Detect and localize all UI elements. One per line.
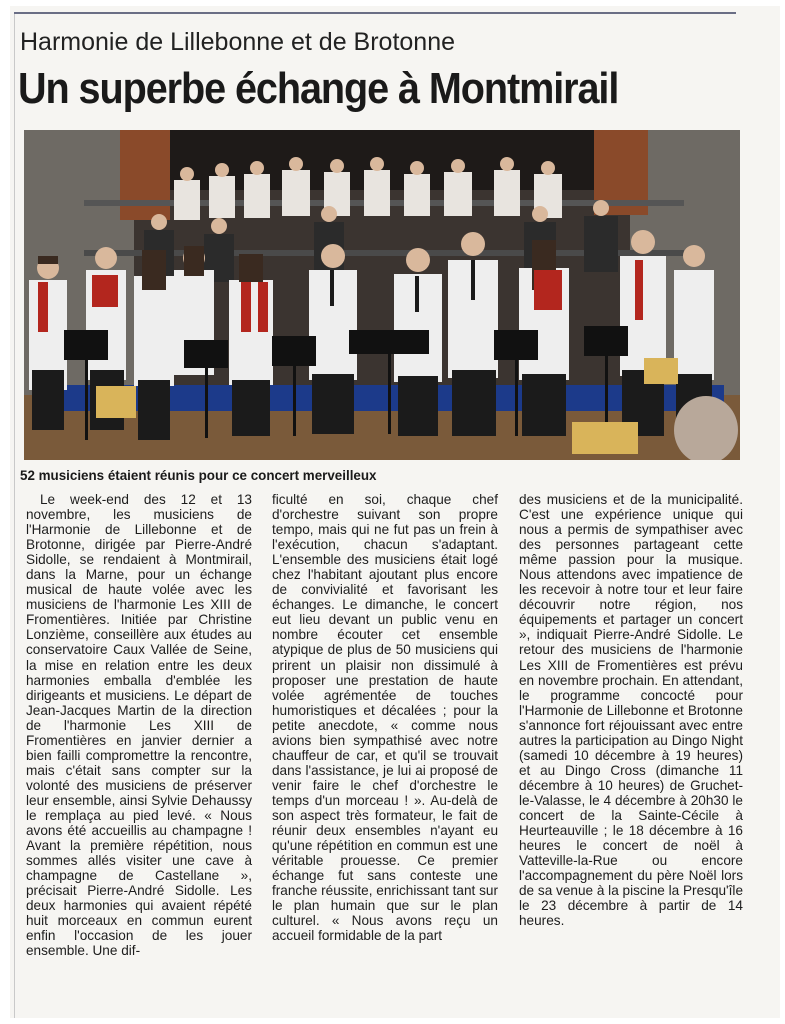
article-column-3 <box>519 492 743 928</box>
left-column-rule <box>14 14 15 1018</box>
concert-photo <box>24 130 740 460</box>
article-kicker: Harmonie de Lillebonne et de Brotonne <box>20 28 456 56</box>
article-column-1 <box>26 492 252 958</box>
article-text-col3: des musiciens et de la municipalité. C'est une expérience unique qui nous a permis de sympathiser avec des personnes partageant cette même passion pour la musique. Nous attendons avec impatience de les recevoir à notre tour et leur faire découvrir notre région, nos équipements et partager un concert », indiquait Pierre-André Sidolle. Le retour des musiciens de l'harmonie Les XIII de Fromentières est prévu en novembre prochain. En attendant, le programme concocté pour l'Harmonie de Lillebonne et Brotonne s'annonce fort réjouissant avec entre autres la participation au Dingo Night (samedi 10 décembre à 19 heures) et au Dingo Cross (dimanche 11 décembre à 10 heures) de Gruchet-le-Valasse, le 4 décembre à 20h30 le concert de la Sainte-Cécile à Heurteauville ; le 18 décembre à 16 heures le concert de noël à Vatteville-la-Rue ou encore l'accompagnement du père Noël lors de sa venue à la piscine la Presqu'île le 23 décembre à partir de 14 heures. <box>519 492 744 929</box>
top-rule <box>14 12 736 14</box>
photo-caption: 52 musiciens étaient réunis pour ce concert merveilleux <box>20 468 377 483</box>
article-headline: Un superbe échange à Montmirail <box>18 64 619 113</box>
article-column-2 <box>272 492 498 943</box>
article-text-col2: ficulté en soi, chaque chef d'orchestre suivant son propre tempo, mais qui ne fut pas un frein à l'exécution, chacun s'adaptant. L'ensemble des musiciens était logé chez l'habitant ajoutant plus encore de convivialité et favorisant les échanges. Le dimanche, le concert eut lieu devant un public venu en nombre écouter cet ensemble atypique de plus de 50 musiciens qui prirent un plaisir non dissimulé à proposer une prestation de haute volée agrémentée de touches humoristiques et décalées ; pour la petite anecdote, « comme nous avions bien sympathisé avec notre chauffeur de car, et qu'il se trouvait dans l'assistance, je lui ai proposé de venir faire le chef d'orchestre le temps d'un morceau ! ». Au-delà de son aspect très formateur, le fait de réunir deux ensembles n'ayant eu qu'une répétition en commun est une véritable prouesse. Ce premier échange fut sans conteste une franche réussite, enrichissant tant sur le plan humain que sur le plan culturel. « Nous avons reçu un accueil formidable de la part <box>272 492 498 944</box>
article-text-col1: Le week-end des 12 et 13 novembre, les musiciens de l'Harmonie de Lillebonne et de Brotonne, dirigée par Pierre-André Sidolle, se rendaient à Montmirail, dans la Marne, pour un échange musical de haute volée avec les musiciens de l'harmonie Les XIII de Fromentières. Initiée par Christine Lonzième, conseillère aux études au conservatoire Caux Vallée de Seine, la mise en relation entre les deux harmonies emballa d'emblée les dirigeants et musiciens. Le départ de Jean-Jacques Martin de la direction de l'harmonie Les XIII de Fromentières en janvier dernier a bien failli compromettre la rencontre, mais c'était sans compter sur la volonté des musiciens de préserver leur ensemble, ainsi Sylvie Dehaussy le remplaça au pied levé. « Nous avons été accueillis au champagne ! Avant la première répétition, nous sommes allés visiter une cave à champagne de Castellane », précisait Pierre-André Sidolle. Les deux harmonies qui avaient répété huit morceaux en commun eurent enfin l'occasion de les jouer ensemble. Une dif- <box>26 492 252 959</box>
